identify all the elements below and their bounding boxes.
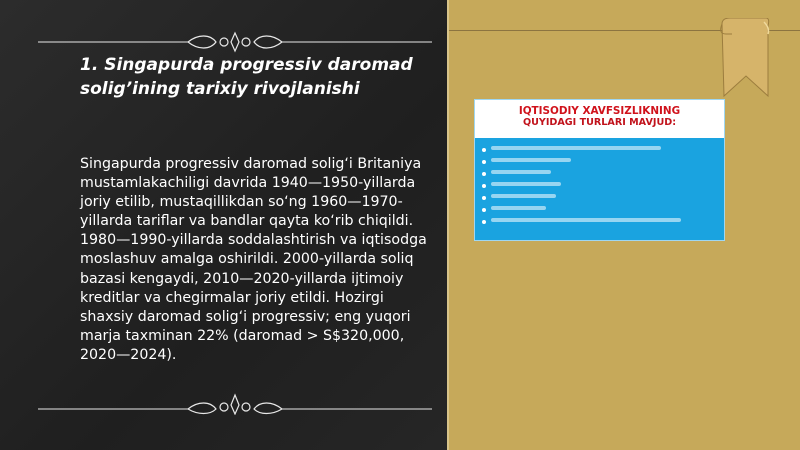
panel-divider — [447, 0, 449, 450]
thumbnail-list-item — [491, 158, 724, 167]
thumbnail-list-item — [491, 218, 724, 227]
bookmark-ribbon-icon — [720, 18, 770, 98]
thumbnail-list-item — [491, 182, 724, 191]
thumbnail-title: IQTISODIY XAVFSIZLIKNING — [518, 105, 681, 117]
thumbnail-header — [475, 100, 724, 138]
thumbnail-list-item — [491, 206, 724, 215]
top-ornament-icon — [38, 31, 432, 53]
thumbnail-list-item — [491, 146, 724, 155]
slide-body-text: Singapurda progressiv daromad solig‘i Britaniya mustamlakachiligi davrida 1940—1950-yillarda joriy etilib, mustaqillikdan so‘ng 1960—1970-yillarda tariflar va bandlar qayta ko‘rib chiqildi. 1980—1990-yillarda soddalashtirish va iqtisodga moslashuv amalga oshirildi. 2000-yillarda soliq bazasi kengaydi, 2010—2020-yillarda ijtimoiy kreditlar va chegirmalar joriy etildi. Hozirgi shaxsiy daromad solig‘i progressiv; eng yuqori marja taxminan 22% (daromad > S$320,000, 2020—2024). — [80, 156, 427, 363]
thumbnail-list-item — [491, 170, 724, 179]
slide-title — [80, 53, 420, 101]
slide-title-line-2: solig’ining tarixiy rivojlanishi — [80, 79, 360, 99]
slide-title-line-1: 1. Singapurda progressiv daromad — [80, 55, 413, 75]
thumbnail-subtitle: QUYIDAGI TURLARI MAVJUD: — [522, 117, 677, 128]
thumbnail-list — [475, 138, 724, 227]
bottom-ornament-icon — [38, 393, 432, 415]
infographic-thumbnail — [474, 99, 725, 241]
thumbnail-list-item — [491, 194, 724, 203]
